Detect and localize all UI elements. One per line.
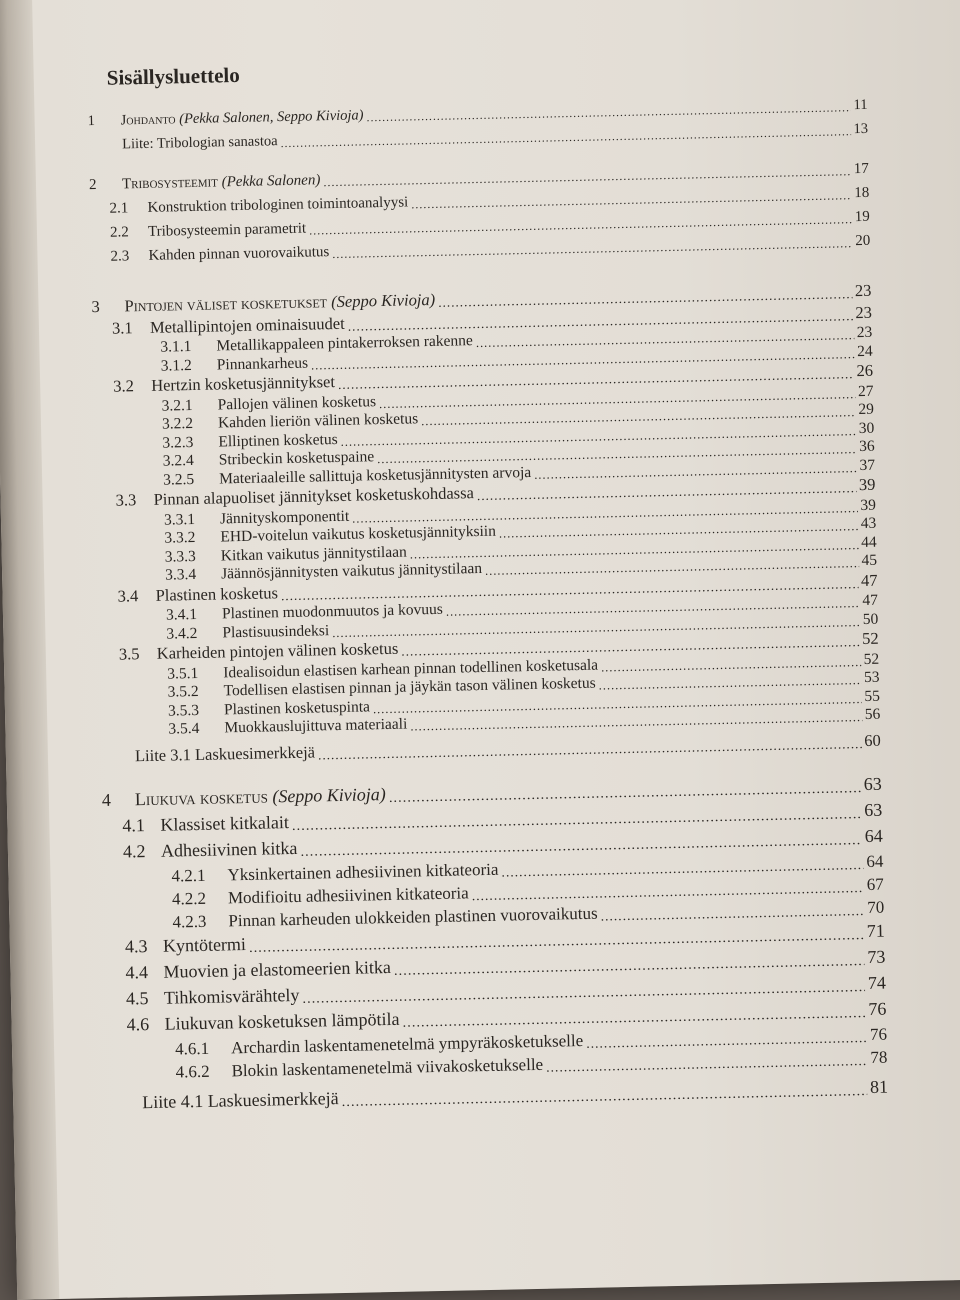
page-number: 52 (861, 628, 879, 649)
section-number: 3.5 (118, 644, 140, 664)
page-number: 64 (864, 825, 884, 847)
section-number: 2.1 (109, 200, 129, 217)
section-number: 3.2.4 (162, 451, 194, 470)
section-title: Pallojen välinen kosketus (217, 392, 377, 413)
page-number: 52 (863, 650, 880, 668)
dot-leader (389, 776, 861, 804)
page-number: 24 (856, 342, 873, 360)
section-number: 3.3.1 (163, 510, 196, 529)
section-number: 3.2 (113, 376, 135, 396)
section-number: 3.4 (117, 585, 139, 606)
section-number: 3.5.1 (167, 664, 199, 683)
section-number: 4.5 (125, 988, 149, 1009)
section-title: Konstruktion tribologinen toimintoanalyysi (147, 194, 409, 216)
section-title: Metallipintojen ominaisuudet (149, 313, 345, 337)
toc-chapter (91, 280, 881, 768)
toc-chapter (88, 160, 871, 273)
chapter-number: 2 (88, 176, 97, 194)
section-title: Tribosysteemin parametrit (147, 220, 307, 240)
section-title: Kahden pinnan vuorovaikutus (148, 244, 330, 264)
section-title: Hertzin kosketusjännitykset (151, 372, 336, 395)
chapter-title: Tribosysteemit (121, 174, 219, 193)
chapter-authors: (Seppo Kivioja) (330, 289, 436, 312)
chapter-number: 1 (87, 112, 96, 130)
section-title: Plastisuusindeksi (222, 621, 330, 641)
dot-leader (341, 1079, 867, 1108)
section-number: 4.2 (122, 841, 146, 862)
section-title: Adhesiivinen kitka (160, 837, 298, 861)
page-number: 29 (858, 400, 875, 419)
section-number: 3.5.4 (168, 719, 200, 738)
page-number: 50 (862, 610, 879, 628)
toc-chapter (101, 773, 889, 1119)
dot-leader (366, 99, 850, 124)
page-number: 55 (864, 687, 881, 705)
section-number: 3.1.1 (160, 338, 192, 356)
page-number: 17 (853, 160, 869, 178)
page-number: 19 (854, 208, 871, 226)
section-title: Karheiden pintojen välinen kosketus (156, 638, 399, 663)
section-number: 4.6 (126, 1014, 150, 1035)
page-number: 71 (866, 920, 885, 941)
page-number: 36 (858, 437, 875, 456)
chapter-authors: (Pekka Salonen) (221, 172, 321, 191)
section-number: 3.3.4 (165, 565, 197, 584)
section-title: Elliptinen kosketus (218, 430, 338, 450)
dot-leader (501, 854, 863, 879)
page-number: 37 (859, 456, 876, 474)
section-number: 3.2.3 (162, 433, 194, 452)
page-number: 45 (861, 551, 878, 570)
chapter-authors: (Seppo Kivioja) (272, 784, 386, 807)
section-title: Liite 3.1 Laskuesimerkkejä (134, 742, 316, 765)
page-number: 43 (860, 514, 877, 533)
page-number: 39 (860, 496, 877, 514)
page-number: 26 (856, 360, 874, 381)
section-number: 3.1.2 (160, 356, 192, 375)
dot-leader (318, 733, 862, 761)
section-number: 4.1 (122, 815, 146, 836)
page-number: 78 (870, 1047, 888, 1067)
section-number: 3.3.2 (164, 528, 196, 547)
section-title: Yksinkertainen adhesiivinen kitkateoria (227, 859, 499, 885)
dot-leader (323, 163, 851, 189)
page-number: 18 (854, 184, 870, 202)
section-number: 4.6.1 (174, 1038, 210, 1059)
toc-chapter (87, 96, 869, 161)
page-number: 27 (857, 382, 874, 400)
section-number: 4.2.2 (171, 888, 207, 909)
section-title: EHD-voitelun vaikutus kosketusjännityksiin (220, 522, 497, 546)
page-number: 30 (858, 419, 875, 437)
page-number: 13 (853, 120, 869, 138)
book-binding (0, 0, 59, 1300)
section-title: Liite 4.1 Laskuesimerkkejä (142, 1088, 339, 1113)
section-title: Klassiset kitkalait (160, 812, 290, 835)
section-number: 3.3.3 (164, 547, 196, 566)
section-title: Materiaaleille sallittuja kosketusjännitysten arvoja (218, 463, 532, 487)
section-title: Jäännösjännitysten vaikutus jännitystilaan (220, 559, 483, 583)
section-number: 3.1 (111, 317, 133, 338)
toc-body (87, 96, 889, 1119)
section-number: 4.2.1 (171, 865, 206, 886)
section-number: 3.2.5 (163, 470, 195, 489)
section-title: Tihkomisvärähtely (163, 984, 300, 1008)
page-number: 44 (860, 533, 877, 551)
page-number: 63 (863, 773, 882, 795)
section-number: 3.5.2 (167, 682, 199, 701)
section-number: 2.2 (109, 224, 129, 241)
page-number: 53 (863, 668, 880, 687)
section-title: Kitkan vaikutus jännitystilaan (220, 543, 407, 564)
page-number: 23 (854, 280, 872, 301)
section-number: 3.5.3 (167, 701, 200, 720)
section-title: Pinnankarheus (216, 354, 309, 373)
chapter-number: 3 (91, 296, 100, 317)
page-number: 47 (862, 591, 879, 610)
page-number: 20 (855, 232, 871, 250)
section-number: 3.4.2 (166, 624, 198, 643)
page-number: 23 (856, 323, 873, 342)
section-title: Pinnan alapuoliset jännitykset kosketuskohdassa (153, 483, 475, 509)
page-number: 64 (866, 851, 884, 871)
page-number: 39 (858, 474, 876, 495)
dot-leader (546, 1050, 868, 1074)
section-title: Muovien ja elastomeerien kitka (163, 956, 392, 982)
section-number: 4.6.2 (175, 1061, 210, 1082)
section-number: 4.3 (124, 936, 148, 957)
page-number: 23 (855, 302, 873, 322)
section-title: Jännityskomponentit (219, 507, 350, 527)
page-number: 47 (860, 570, 878, 590)
section-title: Archardin laskentamenetelmä ympyräkosketukselle (230, 1030, 584, 1058)
page-number: 73 (867, 946, 886, 967)
page-title: Sisällysluettelo (106, 62, 240, 90)
section-number: 3.4.1 (165, 605, 198, 624)
dot-leader (586, 1027, 867, 1050)
page-number: 70 (867, 897, 885, 917)
section-title: Todellisen elastisen pinnan ja jäykän tason välinen kosketus (223, 674, 596, 700)
section-title: Idealisoidun elastisen karhean pinnan todellinen kosketusala (223, 656, 599, 681)
chapter-authors: (Pekka Salonen, Seppo Kivioja) (179, 107, 364, 128)
page-number: 63 (864, 799, 883, 821)
chapter-title: Johdanto (120, 111, 176, 129)
section-title: Liite: Tribologian sanastoa (121, 133, 278, 153)
section-title: Metallikappaleen pintakerroksen rakenne (216, 332, 474, 355)
section-title: Liukuvan kosketuksen lämpötila (164, 1008, 400, 1034)
chapter-number: 4 (101, 789, 112, 810)
section-title: Kyntötermi (162, 934, 247, 956)
section-title: Stribeckin kosketuspaine (218, 448, 375, 469)
section-number: 3.2.1 (161, 396, 193, 415)
table-of-contents (87, 50, 889, 1119)
page-number: 11 (853, 96, 868, 114)
chapter-title: Liukuva kosketus (134, 786, 269, 810)
section-title: Blokin laskentamenetelmä viivakosketukselle (231, 1054, 544, 1081)
page-number: 67 (866, 874, 885, 894)
section-number: 4.2.3 (172, 911, 207, 932)
section-number: 4.4 (125, 962, 149, 983)
page-number: 60 (864, 730, 881, 750)
section-title: Plastinen kosketus (155, 582, 279, 605)
section-title: Plastinen muodonmuutos ja kovuus (221, 600, 444, 623)
section-title: Muokkauslujittuva materiaali (224, 715, 408, 737)
section-number: 3.2.2 (161, 415, 194, 433)
section-number: 2.3 (110, 248, 130, 265)
section-number: 3.3 (115, 490, 137, 510)
page-number: 76 (868, 998, 887, 1019)
chapter-title: Pintojen väliset kosketukset (124, 292, 328, 316)
page-number: 81 (869, 1076, 889, 1097)
page-number: 76 (869, 1024, 888, 1044)
dot-leader (600, 900, 864, 923)
section-title: Modifioitu adhesiivinen kitkateoria (227, 883, 469, 908)
page-number: 74 (867, 972, 887, 993)
section-title: Kahden lieriön välinen kosketus (217, 410, 419, 432)
section-title: Plastinen kosketuspinta (223, 697, 371, 718)
section-title: Pinnan karheuden ulokkeiden plastinen vuorovaikutus (228, 903, 598, 931)
page-number: 56 (864, 705, 881, 723)
